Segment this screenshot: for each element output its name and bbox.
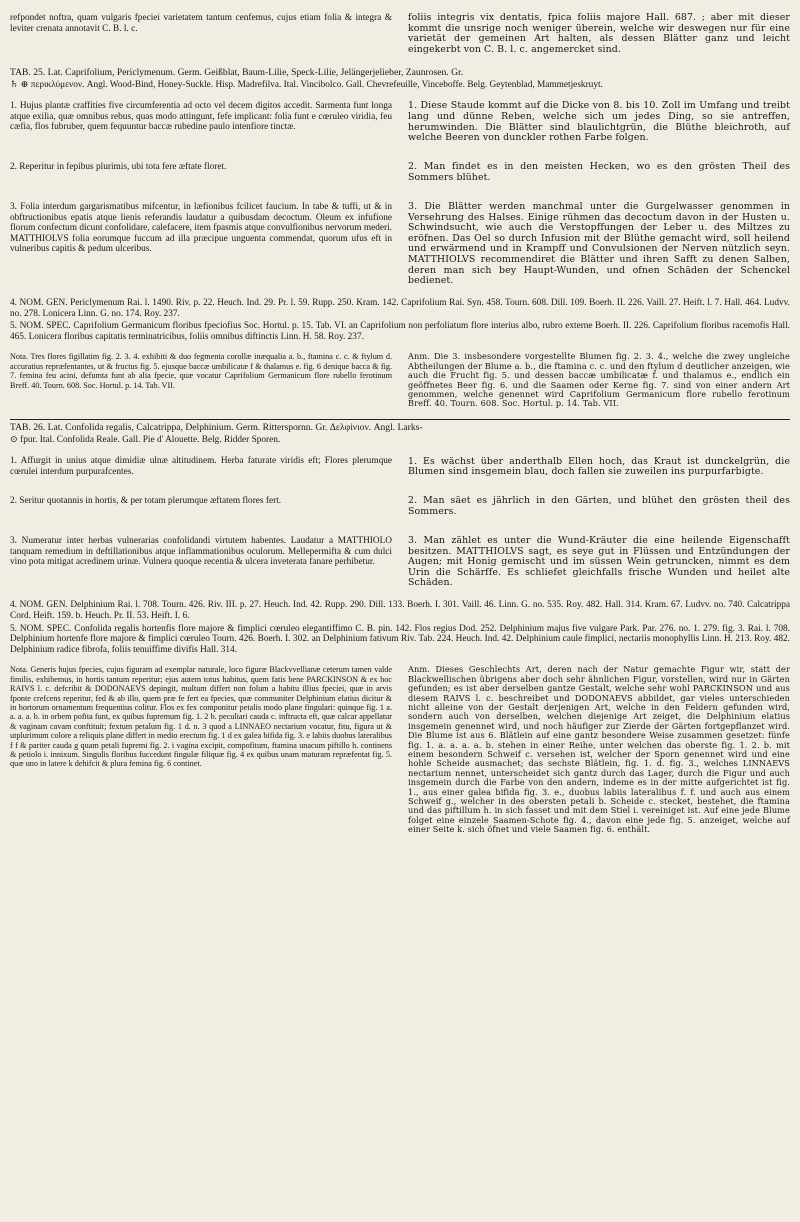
tab25-item-1-latin: 1. Hujus plantæ craffities five circumferentia ad octo vel decem digitos accedit. Sarmenta funt longa atque exilia, quæ omnibus rebus, quas modo attingunt, fefe implicant: folia funt e cœruleo viridia, feu cæfia, flos fubruber, quem fequuntur baccæ rubedine paulo intenfiore tinctæ. [10, 101, 392, 133]
tab25-item-2 [10, 153, 790, 193]
tab26-item-3-german: 3. Man zählet es unter die Wund-Kräuter die eine heilende Eigenschafft besitzen. MATTHIOLVS sagt, es seye gut in Flüssen und Entzündungen der Augen; mit Honig gemischt und im süssen Wein getruncken, nimmt es dem Urin die Schärffe. Es schliefet gleichfalls frische Wunden und heilet alte Schäden. [408, 535, 790, 589]
tab26-note-latin: Nota. Generis hujus fpecies, cujus figuram ad exemplar naturale, loco figuræ Blackvvellianæ ceterum tamen valde fimilis, exhibemus, in hortis tantum reperitur; ejus autem totus habitus, quem fatis bene PARCKINSON & ex hoc RAIVS l. c. defcribit & DODONAEVS depingit, multum differt non folum a habitu illius fpeciei, quæ in arvis fponte crefcens reperitur, fed & ab illo, quem præ fe fert ea fpecies, quæ communiter Delphinium elatius dicitur & in hortorum ornamentum frequentius colitur. Flos ex fex componitur petalis modo plane fingulari: quinque fig. 1 a. a. a. a. b. in orbem pofita funt, ex quibus fupremum fig. 1. 2 b. peculiari cauda c. inftructa eft, quæ calcar appellatur & vaginam cavam conftituit; fextum petalum fig. 1 d. n. 3 quod a LINNAEO nectarium vocatur, fitu, figura ut & utplurimum colore a reliquis plane differt in medio erectum fig. 1 d ex galea bifida fig. 3. e labiis duobus lateralibus f f & pariter cauda g quam petali fupremi fig. 2. i vagina excipit, compofitum, ftamina unacum piftillo h. continens & petiolo i. innixum. Singulis floribus fuccedunt fingulæ filiquæ fig. 4 ex quibus unam maturam repræfentat fig. 5. quæ uno in latere k dehifcit & plura femina fig. 6 continet. [10, 665, 392, 769]
tab26-nom-spec: 5. NOM. SPEC. Confolida regalis hortenfis flore majore & fimplici cœruleo elegantiffimo C. B. pin. 142. Flos regius Dod. 252. Delphinium majus five vulgare Park. Par. 276. no. 1. 279. fig. 3. Rai. l. 708. Delphinium hortenfe flore majore & fimplici cœruleo Tourn. 426. Boerh. I. 302. an Delphinium fativum Riv. Tab. 224. Heuch. Ind. 42. Delphinium caule fimplici, nectariis monophyllis Linn. H. 213. Roy. 482. Delphinium radice fibrofa, foliis tenuiffime divifis Hall. 314. [10, 623, 790, 655]
top-german-text: foliis integris vix dentatis, fpica foliis majore Hall. 687. ; aber mit dieser kommt die unsrige noch weniger überein, welche wir deswegen nur für eine varietät der gemeinen Art halten, als dessen Blätter ganz und leicht eingekerbt von C. B. l. c. angemercket sind. [408, 12, 790, 56]
tab25-item-3-latin: 3. Folia interdum gargarismatibus mifcentur, in læfionibus fcilicet faucium. In tabe & tuffi, ut & in obftructionibus epatis atque lienis referandis laudatur a quibusdam decoctum. Oleum ex infufione florum confectum dicunt confolidare, calefacere, item fpasmis atque convulfionibus nervorum mederi. MATTHIOLVS folia eorumque fuccum ad illa præcipue unguenta commendat, quorum ufus eft in vulneribus capitis & pedum ulceribus. [10, 202, 392, 255]
tab26-item-1-latin: 1. Affurgit in unius atque dimidiæ ulnæ altitudinem. Herba faturate viridis eft; Flores plerumque cœrulei interdum purpurafcentes. [10, 456, 392, 477]
tab25-nom-gen: 4. NOM. GEN. Periclymenum Rai. l. 1490. Riv. p. 22. Heuch. Ind. 29. Pr. l. 59. Rupp. 250. Kram. 142. Caprifolium Rai. Syn. 458. Tourn. 608. Dill. 109. Boerh. II. 226. Vaill. 27. Heift. l. 7. Hall. 464. Ludvv. no. 278. Lonicera Linn. G. no. 174. Roy. 237. [10, 298, 790, 319]
tab26-item-1 [10, 447, 790, 487]
tab25-note-latin: Nota. Tres flores figillatim fig. 2. 3. 4. exhibiti & duo fegmenta corollæ inæqualia a. b., ftamina c. c. & ftylum d. accuratius repræfentantes, ut & fructus fig. 5. ejusque baccæ umbilicatæ f & thalamus e. fig. 6 denique bacca & fig. 7. femina feu acini, defumta funt ab alia fpecie, quæ vocatur Caprifolium Germanicum flore rubello ferotinum Breff. 40. Tourn. 608. Soc. Hortul. p. 14. Tab. VII. [10, 352, 392, 390]
tab26-subheader: ⊙ fpur. Ital. Confolida Reale. Gall. Pie d' Alouette. Belg. Ridder Sporen. [10, 434, 281, 445]
tab26-item-3-latin: 3. Numeratur inter herbas vulnerarias confolidandi virtutem habentes. Laudatur a MATTHIOLO tanquam remedium in deftillationibus atque inflammationibus oculorum. Mellepermifta & cum dulci vino pota mitigat acredinem urinæ. Vulnera quoque recentia & ulcera inveterata fanare perhibetur. [10, 536, 392, 568]
tab25-nom-spec: 5. NOM. SPEC. Caprifolium Germanicum floribus fpeciofius Soc. Hortul. p. 15. Tab. VI. an Caprifolium non perfoliatum flore interius albo, rubro externe Boerh. II. 226. Caprifolium floribus racemofis Hall. 465. Lonicera floribus capitatis terminatricibus, foliis omnibus diftinctis Linn. H. 58. Roy. 237. [10, 321, 790, 342]
tab25-note-german: Anm. Die 3. insbesondere vorgestellte Blumen fig. 2. 3. 4., welche die zwey ungleiche Abtheilungen der Blume a. b., die ftamina c. c. und den ftylum d deutlicher anzeigen, wie auch die Frucht fig. 5. und dessen baccæ umbilicatæ f. und thalamus e., endlich ein geöffnetes Beer fig. 6. und die Saamen oder Kerne fig. 7. sind von einer andern Art genommen, welche genennet wird Caprifolium Germanicum flore rubello ferotinum Breff. 40. Tourn. 608. Soc. Hortul. p. 14. Tab. VII. [408, 351, 790, 409]
tab25-note [10, 344, 790, 417]
tab25-subheader: ♄ ⊕ περικλύμενον. Angl. Wood-Bind, Honey-Suckle. Hisp. Madrefilva. Ital. Vincibolco. Gall. Chevrefeuille, Vinceboffe. Belg. Geytenblad, Mammetjeskruyt. [10, 79, 603, 90]
tab25-item-1 [10, 92, 790, 153]
tab26-header: TAB. 26. Lat. Confolida regalis, Calcatrippa, Delphinium. Germ. Ritterspornn. Gr. Δελφίνιον. Angl. Larks- [10, 422, 423, 434]
tab25-item-3-german: 3. Die Blätter werden manchmal unter die Gurgelwasser genommen in Versehrung des Halses. Einige rühmen das decoctum davon in der Husten u. Schwindsucht, wie auch die Verstopffungen der Leber u. des Miltzes zu eröfnen. Das Oel so durch Infusion mit der Blüthe gemacht wird, soll heilend und erwärmend und in Krampff und Convulsionen der Nerven nützlich seyn. MATTHIOLVS recommendiret die Blätter und ihren Safft zu denen Salben, deren man sich bey Haupt-Wunden, und ofnen Schäden der Schenckel bedienet. [408, 201, 790, 287]
top-continuation [10, 4, 790, 65]
tab26-item-2-german: 2. Man säet es jährlich in den Gärten, und blühet den grösten theil des Sommers. [408, 495, 790, 517]
tab25-item-1-german: 1. Diese Staude kommt auf die Dicke von 8. bis 10. Zoll im Umfang und treibt lang und dünne Reben, welche sich um jedes Ding, so sie antreffen, herumwinden. Die Blätter sind blaulichtgrün, die Blüthe bleichroth, auf welche Beeren von dunckler rothen Farbe folgen. [408, 100, 790, 144]
tab26-item-1-german: 1. Es wächst über anderthalb Ellen hoch, das Kraut ist dunckelgrün, die Blumen sind insgemein blau, doch fallen sie zuweilen ins purpurfarbigte. [408, 455, 790, 478]
tab26-nom-gen: 4. NOM. GEN. Delphinium Rai. l. 708. Tourn. 426. Riv. III. p. 27. Heuch. Ind. 42. Rupp. 290. Dill. 133. Boerh. I. 301. Vaill. 46. Linn. G. no. 535. Roy. 482. Hall. 314. Kram. 67. Ludvv. no. 740. Calcatrippa Cord. Heift. 159. b. Heuch. Pr. II. 53. Heift. I. 6. [10, 600, 790, 621]
section-divider [10, 419, 790, 420]
tab25-item-2-german: 2. Man findet es in den meisten Hecken, wo es den grösten Theil des Sommers blühet. [408, 161, 790, 183]
tab25-item-3 [10, 193, 790, 296]
tab25-item-2-latin: 2. Reperitur in fepibus plurimis, ubi tota fere æftate floret. [10, 162, 227, 173]
tab26-item-2 [10, 487, 790, 527]
book-page [10, 4, 790, 1214]
tab26-item-3 [10, 527, 790, 599]
top-latin-text: refpondet noftra, quam vulgaris fpeciei varietatem tantum cenfemus, cujus etiam folia & integra & leviter crenata annotavit C. B. l. c. [10, 13, 392, 34]
tab25-header: TAB. 25. Lat. Caprifolium, Periclymenum. Germ. Geißblat, Baum-Lilie, Speck-Lilie, Jelängerjelieber, Zaunrosen. Gr. [10, 66, 464, 78]
tab26-item-2-latin: 2. Seritur quotannis in hortis, & per totam plerumque æftatem flores fert. [10, 496, 282, 507]
tab26-note [10, 657, 790, 843]
tab26-note-german: Anm. Dieses Geschlechts Art, deren nach der Natur gemachte Figur wir, statt der Blackwellischen übrigens aber doch sehr ähnlichen Figur, vorstellen, wird nur in Gärten gefunden; es ist aber derselben gantze Gestalt, welche sehr wohl PARCKINSON und aus diesem RAIVS l. c. beschreibet und DODONAEVS abbildet, gar vieles unterschieden nicht alleine von der Gestalt derjenigen Art, welche in den Feldern gefunden wird, sondern auch von derselben, welchen diejenige Art zeiget, die Delphinium elatius insgemein genennet wird, und noch häufiger zur Zierde der Gärten fortgepflanzet wird. Die Blume ist aus 6. Blätlein auf eine gantz besondere Weise zusammen gesetzet: fünfe fig. 1. a. a. a. a. b. stehen in einer Reihe, unter welchen das oberste fig. 1. 2. b. mit einem besondern Schweif c. versehen ist, welcher der Sporn genennet wird und eine hohle Scheide ausmachet; das sechste Blätlein, fig. 1. d. fig. 3., welches LINNAEVS nectarium nennet, unterscheidet sich gantz durch das Lager, durch die Figur und auch insgemein durch die Farbe von den andern, indeme es in der mitte aufgerichtet ist fig. 1., aus einer galea bifida fig. 3. e., duobus labiis lateralibus f. f. und auch aus einem Schweif g., welcher in des obersten petali b. Scheide c. stecket, bestehet, die ftamina und das piftillum h. in sich fasset und mit dem Stiel i. vereiniget ist. Auf eine jede Blume folget eine einzele Saamen-Schote fig. 4., davon eine jede fig. 5. anzeiget, welche auf einer Seite k. sich öfnet und viele Saamen fig. 6. enthält. [408, 664, 790, 835]
